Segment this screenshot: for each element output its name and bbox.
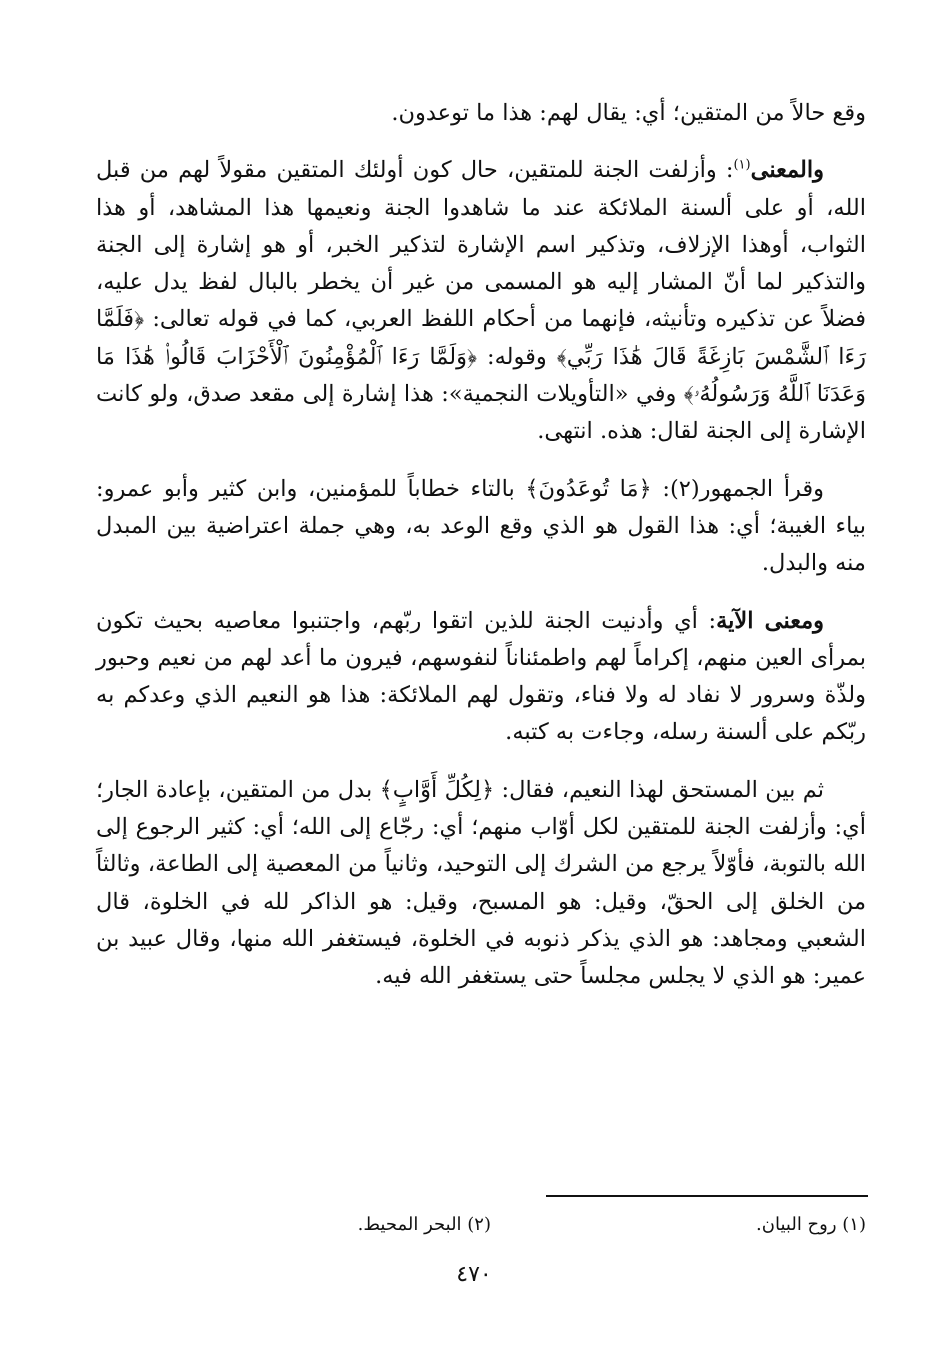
paragraph-4 (96, 603, 866, 752)
footnote-2: (٢) البحر المحيط. (357, 1214, 491, 1235)
paragraph-4-text: : أي وأدنيت الجنة للذين اتقوا ربّهم، واجتنبوا معاصيه بحيث تكون بمرأى العين منهم، إكراماً لهم واطمئناناً لنفوسهم، فيرون ما أعد لهم من نعيم وحبور ولذّة وسرور لا نفاد له ولا فناء، وتقول لهم الملائكة: هذا هو النعيم الذي وعدكم به ربّكم على ألسنة رسله، وجاءت به كتبه. (96, 607, 866, 746)
paragraph-5-text: ثم بين المستحق لهذا النعيم، فقال: ﴿لِكُلِّ أَوَّابٍ﴾ بدل من المتقين، بإعادة الجار؛ أي: وأزلفت الجنة للمتقين لكل أوّاب منهم؛ أي: رجّاع إلى الله؛ أي: كثير الرجوع إلى الله بالتوبة، فأوّلاً يرجع من الشرك إلى التوحيد، وثانياً من المعصية إلى الطاعة، وثالثاً من الخلق إلى الحقّ، وقيل: هو المسبح، وقيل: هو الذاكر لله في الخلوة، قال الشعبي ومجاهد: هو الذي يذكر ذنوبه في الخلوة، فيستغفر الله منها، وقال عبيد بن عمير: هو الذي لا يجلس مجلساً حتى يستغفر الله فيه. (96, 776, 866, 990)
paragraph-2-lead: والمعنى (750, 157, 824, 184)
page-number: ٤٧٠ (456, 1262, 492, 1287)
paragraph-1 (96, 95, 866, 132)
paragraph-2-text: : وأزلفت الجنة للمتقين، حال كون أولئك المتقين مقولاً لهم من قبل الله، أو على ألسنة الملائكة عند ما شاهدوا الجنة ونعيمها هذا المشاهد، أو هذا الثواب، أوهذا الإزلاف، وتذكير اسم الإشارة لتذكير الخبر، أو هو إشارة إلى الجنة والتذكير لما أنّ المشار إليه هو المسمى من غير أن يخطر بالبال لفظ يدل عليه، فضلاً عن تذكيره وتأنيثه، فإنهما من أحكام اللفظ العربي، كما في قوله تعالى: ﴿فَلَمَّا رَءَا ٱلشَّمْسَ بَازِغَةً قَالَ هَٰذَا رَبِّي﴾ وقوله: ﴿وَلَمَّا رَءَا ٱلْمُؤْمِنُونَ ٱلْأَحْزَابَ قَالُوا۟ هَٰذَا مَا وَعَدَنَا ٱللَّهُ وَرَسُولُهُۥ﴾ وفي «التأويلات النجمية»: هذا إشارة إلى مقعد صدق، ولو كانت الإشارة إلى الجنة لقال: هذه. انتهى. (96, 157, 866, 445)
footnote-divider (546, 1195, 868, 1197)
paragraph-4-lead: ومعنى الآية (716, 607, 825, 634)
paragraph-3 (96, 471, 866, 583)
paragraph-1-text: وقع حالاً من المتقين؛ أي: يقال لهم: هذا ما توعدون. (391, 100, 866, 126)
footnote-marker-1: (١) (733, 157, 751, 173)
page-body (96, 95, 866, 1016)
footnote-1: (١) روح البيان. (756, 1214, 866, 1235)
paragraph-2 (96, 152, 866, 450)
paragraph-3-text: وقرأ الجمهور(٢): ﴿مَا تُوعَدُونَ﴾ بالتاء خطاباً للمؤمنين، وابن كثير وأبو عمرو: بياء الغيبة؛ أي: هذا القول هو الذي وقع الوعد به، وهي جملة اعتراضية بين المبدل منه والبدل. (96, 475, 866, 577)
paragraph-5 (96, 772, 866, 996)
